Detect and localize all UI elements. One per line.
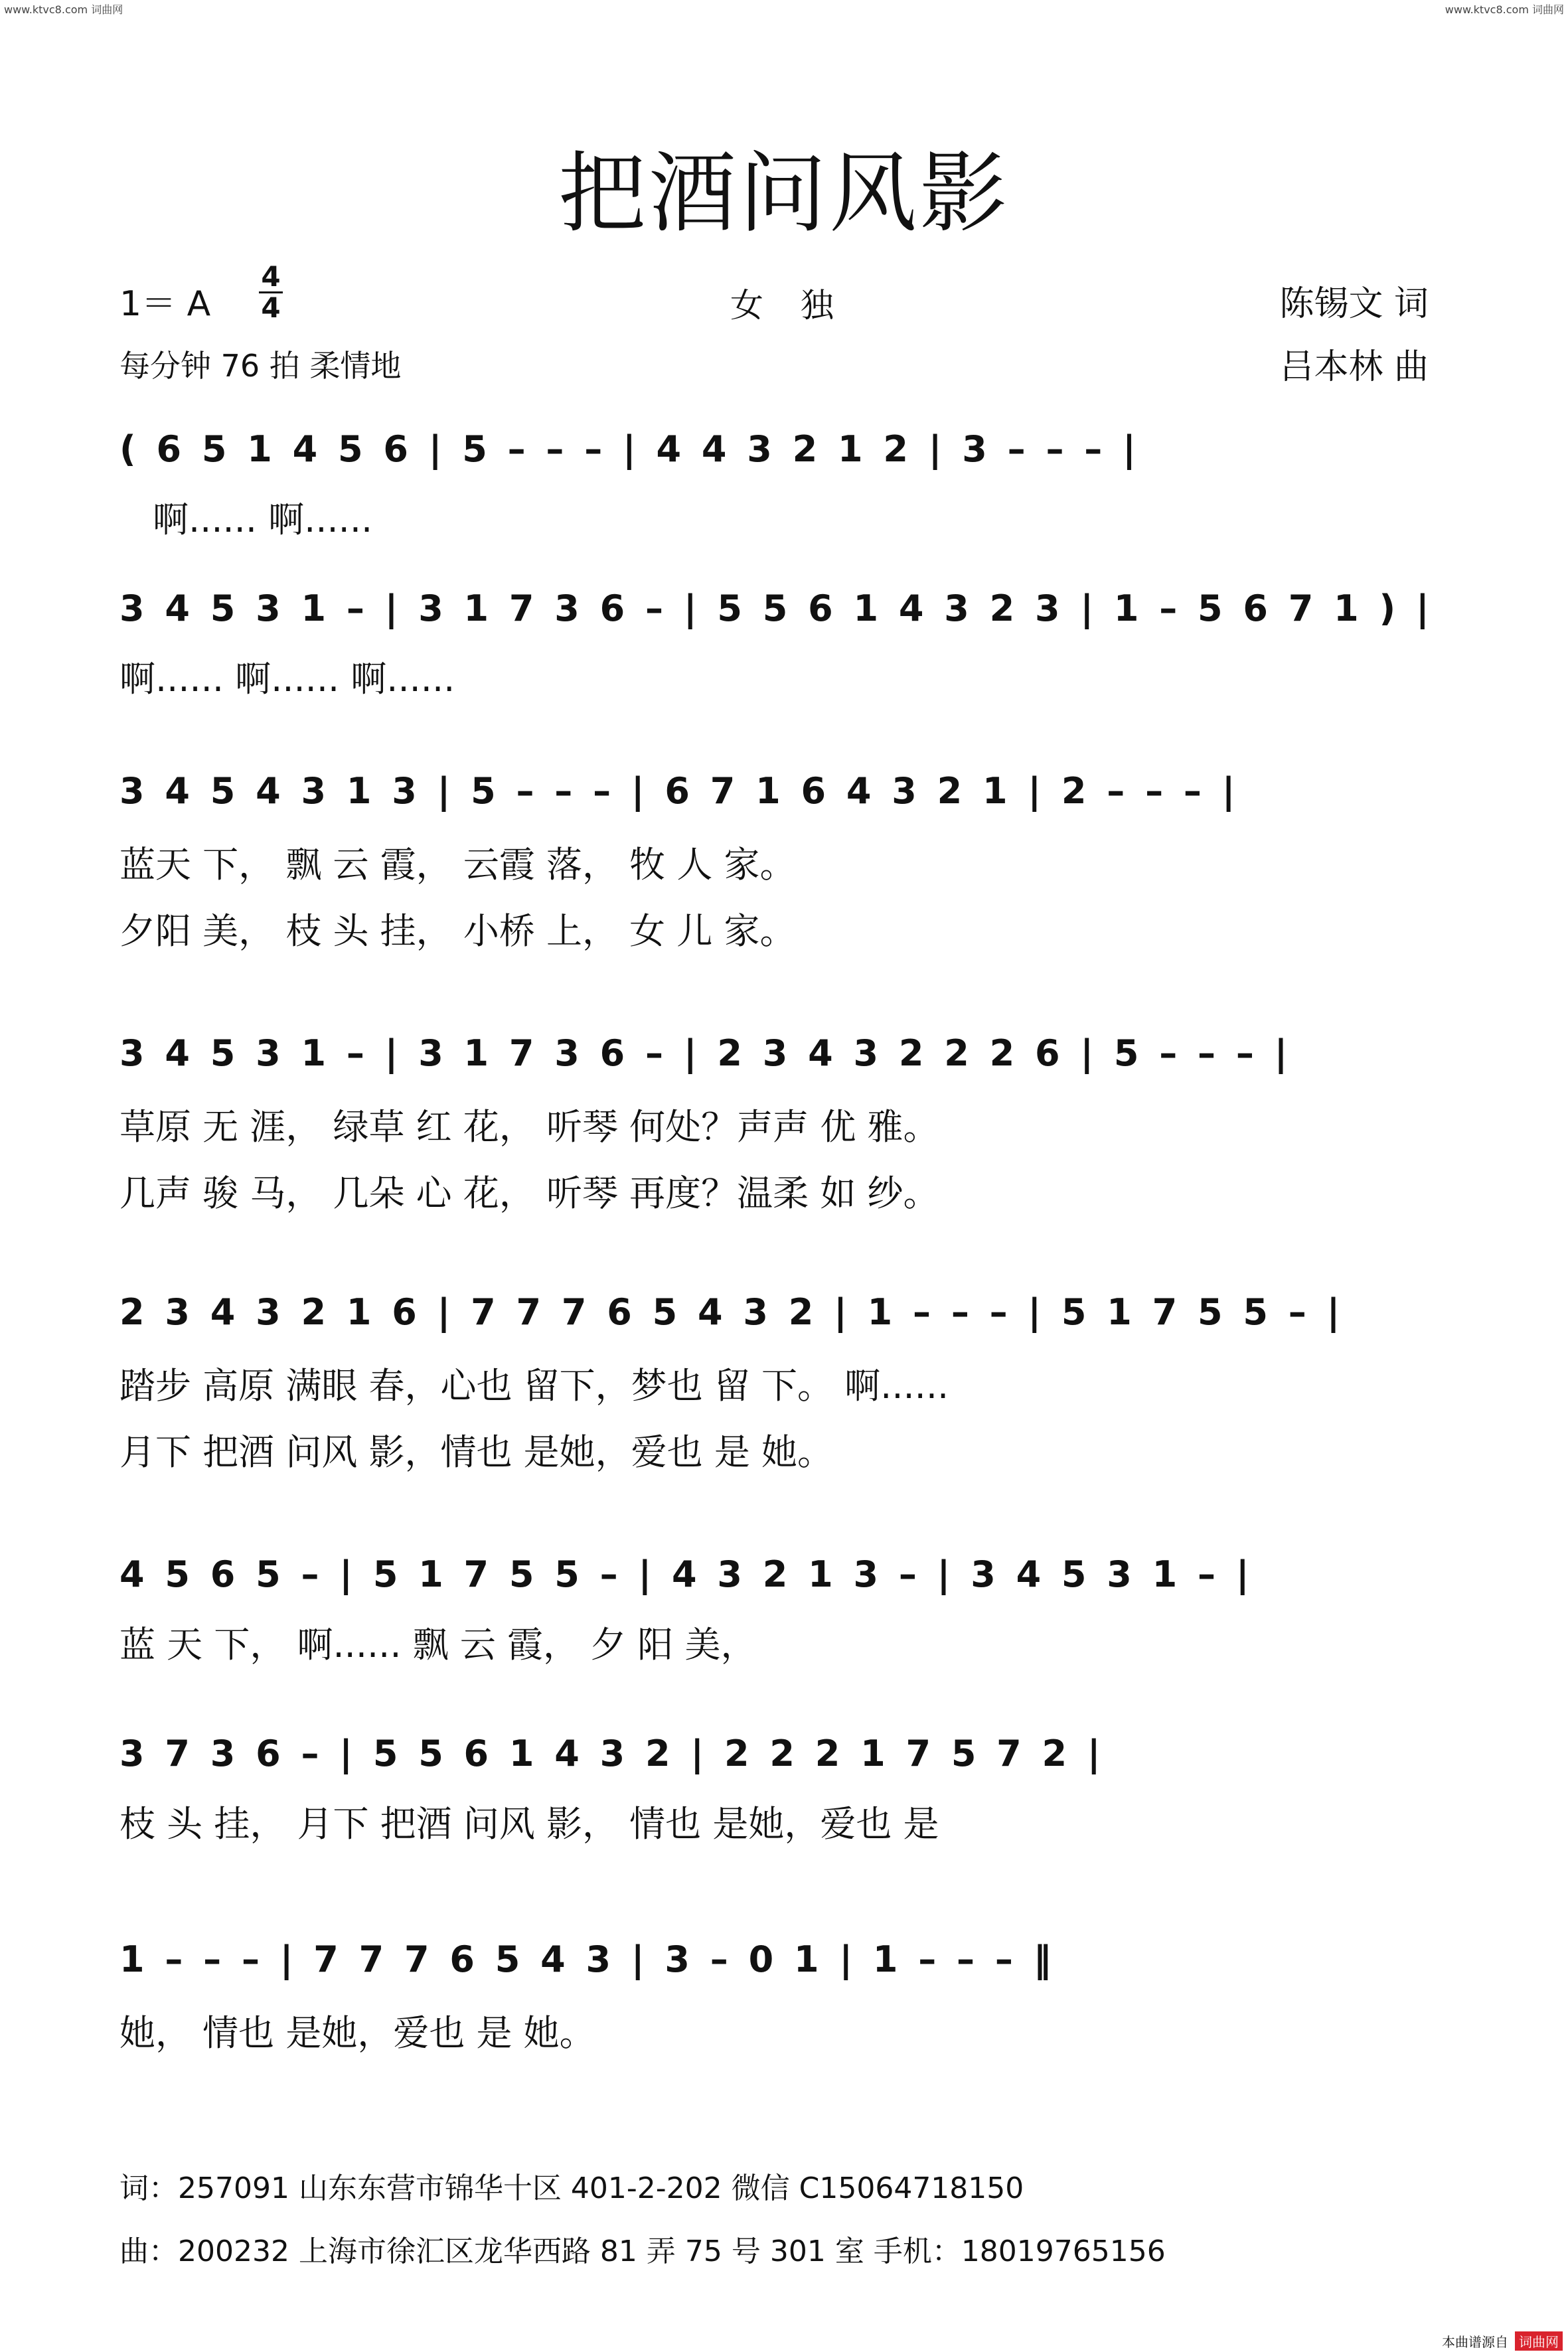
time-sig-bottom: 4 [259,291,283,323]
time-signature [259,262,283,323]
footer-lyricist-address: 词：257091 山东东营市锦华十区 401-2-202 微信 C15064718150 [119,2171,1024,2205]
notation-line: ( 6 5 1 4 5 6 | 5 – – – | 4 4 3 2 1 2 | 3 – – – | [119,428,1136,470]
composer-credit: 吕本林 曲 [1279,347,1429,387]
system-4: 3 4 5 3 1 – | 3 1 7 3 6 – | 2 3 4 3 2 2 2 6 | 5 – – – | 草原 无 涯， 绿草 红 花， 听琴 何处？声声 优 雅。 几声 骏 马， 几朵 心 花， 听琴 再度？温柔 如 纱。 [119,1032,1288,1214]
notation-line: 3 4 5 4 3 1 3 | 5 – – – | 6 7 1 6 4 3 2 1 | 2 – – – | [119,770,1235,812]
notation-line: 4 5 6 5 – | 5 1 7 5 5 – | 4 3 2 1 3 – | 3 4 5 3 1 – | [119,1553,1249,1595]
key-signature: 1＝ A [119,284,211,324]
system-7: 3 7 3 6 – | 5 5 6 1 4 3 2 | 2 2 2 1 7 5 7 2 | 枝 头 挂， 月下 把酒 问风 影， 情也 是她，爱也 是 [119,1733,1101,1845]
watermark-top-left: www.ktvc8.com 词曲网 [4,3,123,16]
tempo-marking: 每分钟 76 拍 柔情地 [119,348,402,384]
system-2: 3 4 5 3 1 – | 3 1 7 3 6 – | 5 5 6 1 4 3 2 3 | 1 – 5 6 7 1 ) | 啊...... 啊...... 啊...... [119,588,1429,700]
system-5: 2 3 4 3 2 1 6 | 7 7 7 6 5 4 3 2 | 1 – – – | 5 1 7 5 5 – | 踏步 高原 满眼 春，心也 留下，梦也 留 下。 啊...... 月下 把酒 问风 影，情也 是她，爱也 是 她。 [119,1291,1340,1473]
notation-line: 3 7 3 6 – | 5 5 6 1 4 3 2 | 2 2 2 1 7 5 7 2 | [119,1733,1101,1774]
notation-line: 3 4 5 3 1 – | 3 1 7 3 6 – | 2 3 4 3 2 2 2 6 | 5 – – – | [119,1032,1288,1074]
system-6: 4 5 6 5 – | 5 1 7 5 5 – | 4 3 2 1 3 – | 3 4 5 3 1 – | 蓝 天 下， 啊...... 飘 云 霞， 夕 阳 美， [119,1553,1249,1666]
song-title: 把酒问风影 [558,143,1010,245]
lyricist-credit: 陈锡文 词 [1279,284,1429,324]
notation-line: 1 – – – | 7 7 7 6 5 4 3 | 3 – 0 1 | 1 – – – ‖ [119,1938,1052,1980]
system-1: ( 6 5 1 4 5 6 | 5 – – – | 4 4 3 2 1 2 | 3 – – – | 啊...... 啊...... [119,428,1136,540]
watermark-bottom-label: 本曲谱源自 [1442,2334,1508,2350]
watermark-top-right: www.ktvc8.com 词曲网 [1445,3,1564,16]
footer-composer-address: 曲：200232 上海市徐汇区龙华西路 81 弄 75 号 301 室 手机：18019765156 [119,2234,1166,2268]
notation-line: 2 3 4 3 2 1 6 | 7 7 7 6 5 4 3 2 | 1 – – – | 5 1 7 5 5 – | [119,1291,1340,1333]
performance-type: 女 独 [730,286,834,325]
watermark-bottom-badge: 词曲网 [1515,2331,1563,2351]
system-3: 3 4 5 4 3 1 3 | 5 – – – | 6 7 1 6 4 3 2 1 | 2 – – – | 蓝天 下， 飘 云 霞， 云霞 落， 牧 人 家。 夕阳 美， 枝 头 挂， 小桥 上， 女 儿 家。 [119,770,1235,952]
time-sig-top: 4 [261,260,281,293]
notation-line: 3 4 5 3 1 – | 3 1 7 3 6 – | 5 5 6 1 4 3 2 3 | 1 – 5 6 7 1 ) | [119,588,1429,629]
system-8: 1 – – – | 7 7 7 6 5 4 3 | 3 – 0 1 | 1 – – – ‖ 她， 情也 是她，爱也 是 她。 [119,1938,1052,2054]
